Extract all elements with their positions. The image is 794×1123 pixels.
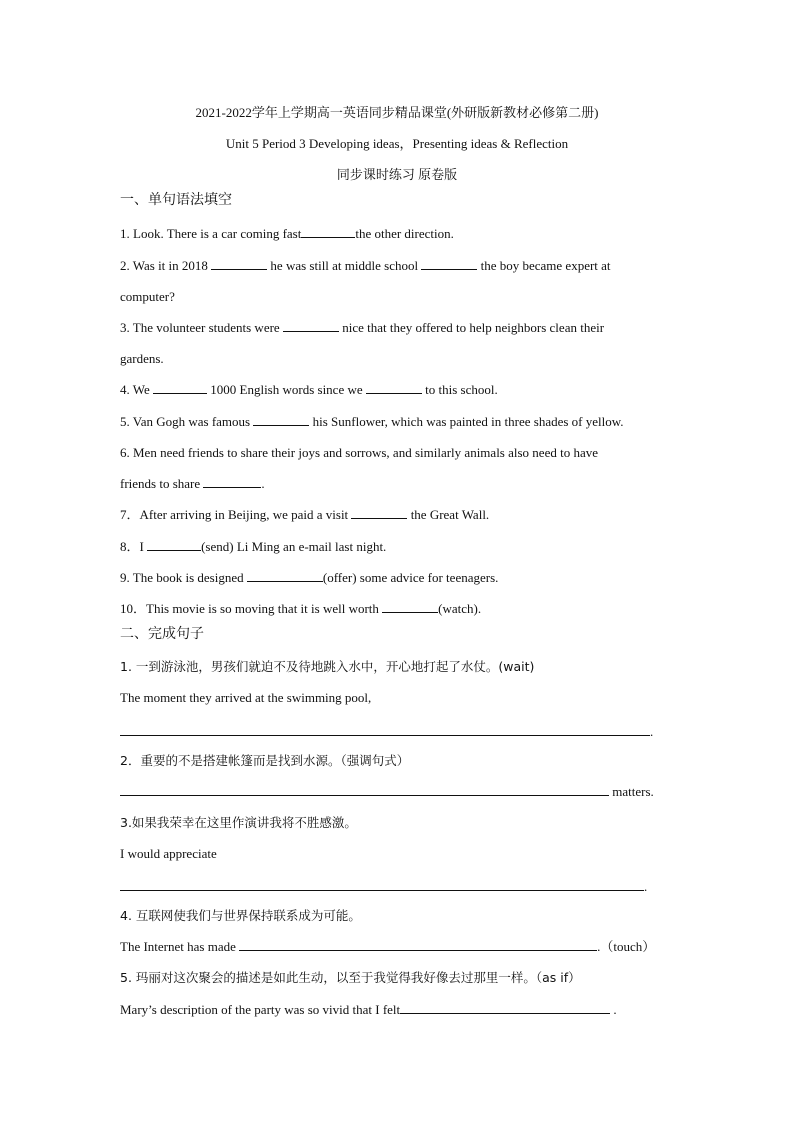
question-prompt: 2．重要的不是搭建帐篷而是找到水源。（强调句式） [120,753,410,768]
document-title: 2021-2022学年上学期高一英语同步精品课堂(外研版新教材必修第二册) [195,105,599,120]
answer-blank[interactable] [211,257,267,270]
answer-blank[interactable] [253,413,309,426]
question-lead: I would appreciate [120,846,217,861]
list-item: 6. Men need friends to share their joys and sorrows, and similarly animals also need to have [120,445,598,460]
list-item: 2. Was it in 2018 he was still at middle school the boy became expert at [120,258,611,273]
list-item: gardens. [120,351,164,366]
answer-line-row: . [120,878,647,896]
list-item: 10．This movie is so moving that it is well worth (watch). [120,601,482,616]
answer-line[interactable] [120,723,650,736]
answer-line[interactable] [120,783,609,796]
list-item: 5. Van Gogh was famous his Sunflower, which was painted in three shades of yellow. [120,414,624,429]
list-item: computer? [120,289,175,304]
answer-line[interactable] [400,1001,610,1014]
question-answer-row: Mary’s description of the party was so vivid that I felt . [120,1002,617,1017]
answer-line[interactable] [120,878,644,891]
section2-heading: 二、完成句子 [120,626,204,642]
answer-blank[interactable] [153,381,207,394]
question-prompt: 1. 一到游泳池，男孩们就迫不及待地跳入水中，开心地打起了水仗。(wait) [120,659,535,674]
answer-blank[interactable] [147,538,201,551]
list-item: 7．After arriving in Beijing, we paid a visit the Great Wall. [120,507,490,522]
list-item: 4. We 1000 English words since we to this school. [120,382,498,397]
document-subtitle-2: 同步课时练习 原卷版 [336,167,458,182]
section1-heading: 一、单句语法填空 [120,192,232,208]
answer-blank[interactable] [366,381,422,394]
list-item: 3. The volunteer students were nice that they offered to help neighbors clean their [120,320,605,335]
answer-blank[interactable] [421,257,477,270]
answer-blank[interactable] [382,600,438,613]
answer-line[interactable] [239,938,597,951]
answer-line-row: matters. [120,783,654,801]
list-item: friends to share . [120,476,265,491]
answer-blank[interactable] [203,475,261,488]
question-lead: The moment they arrived at the swimming pool, [120,690,372,705]
answer-line-row: . [120,723,653,741]
answer-blank[interactable] [247,569,323,582]
list-item: 1. Look. There is a car coming fast the other direction. [120,226,454,241]
question-prompt: 3.如果我荣幸在这里作演讲我将不胜感激。 [120,815,357,830]
list-item: 9. The book is designed (offer) some advice for teenagers. [120,570,499,585]
answer-blank[interactable] [351,506,407,519]
answer-blank[interactable] [301,225,355,238]
list-item: 8．I (send) Li Ming an e-mail last night. [120,539,387,554]
answer-blank[interactable] [283,319,339,332]
question-prompt: 4. 互联网使我们与世界保持联系成为可能。 [120,908,361,923]
question-answer-row: The Internet has made .（touch） [120,939,656,954]
document-subtitle: Unit 5 Period 3 Developing ideas，Presenting ideas & Reflection [225,136,569,151]
question-prompt: 5. 玛丽对这次聚会的描述是如此生动，以至于我觉得我好像去过那里一样。（as if） [120,970,581,985]
